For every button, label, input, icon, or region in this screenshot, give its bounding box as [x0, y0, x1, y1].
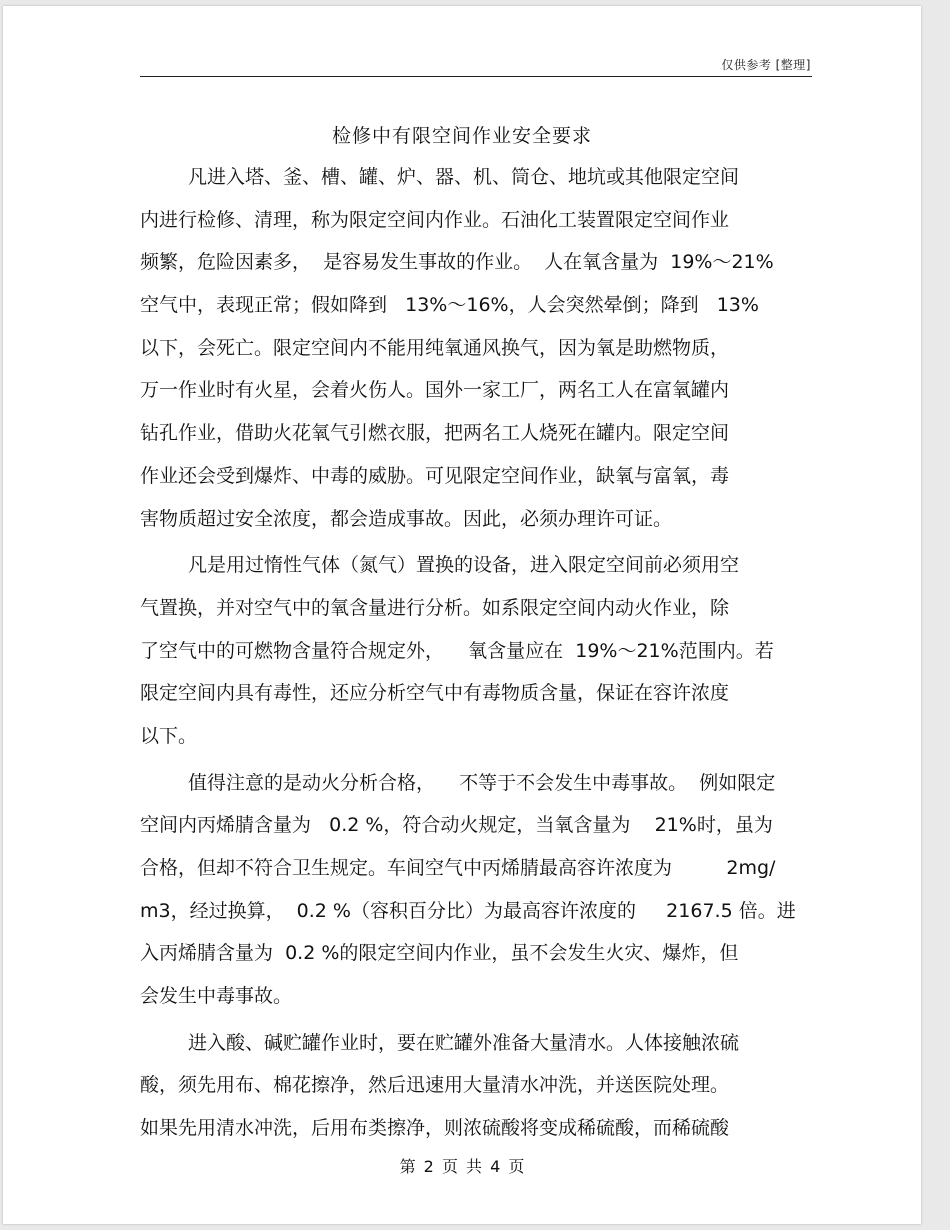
text-line: 以下。 [140, 724, 198, 747]
text-line: 会发生中毒事故。 [140, 985, 293, 1008]
page-number: 第 2 页 共 4 页 [399, 1157, 525, 1176]
header-note: 仅供参考 [整理] [721, 58, 811, 72]
text-line: 合格，但却不符合卫生规定。车间空气中丙烯腈最高容许浓度为 2mg/ [140, 857, 776, 879]
text-line: 害物质超过安全浓度，都会造成事故。因此，必须办理许可证。 [140, 507, 673, 530]
text-line: 内进行检修、清理，称为限定空间内作业。石油化工装置限定空间作业 [140, 208, 730, 231]
text-line: 凡进入塔、釜、槽、罐、炉、器、机、筒仓、地坑或其他限定空间 [188, 166, 740, 188]
text-line: 万一作业时有火星，会着火伤人。国外一家工厂，两名工人在富氧罐内 [140, 379, 730, 402]
text-line: 酸，须先用布、棉花擦净，然后迅速用大量清水冲洗，并送医院处理。 [140, 1074, 730, 1097]
document-page [3, 6, 921, 1224]
document-body [140, 156, 812, 1150]
text-line: 了空气中的可燃物含量符合规定外， 氧含量应在 19%～21%范围内。若 [140, 639, 774, 662]
text-line: 入丙烯腈含量为 0.2 %的限定空间内作业，虽不会发生火灾、爆炸，但 [140, 942, 739, 965]
text-line: 频繁，危险因素多， 是容易发生事故的作业。 人在氧含量为 19%～21% [140, 251, 774, 274]
text-line: 如果先用清水冲洗，后用布类擦净，则浓硫酸将变成稀硫酸，而稀硫酸 [140, 1117, 730, 1140]
text-line: 空间内丙烯腈含量为 0.2 %，符合动火规定，当氧含量为 21%时，虽为 [140, 814, 773, 837]
text-line: 限定空间内具有毒性，还应分析空气中有毒物质含量，保证在容许浓度 [140, 682, 730, 705]
header-divider [140, 76, 812, 77]
text-line: m3，经过换算， 0.2 %（容积百分比）为最高容许浓度的 2167.5 倍。进 [140, 899, 796, 922]
text-line: 钻孔作业，借助火花氧气引燃衣服，把两名工人烧死在罐内。限定空间 [140, 422, 730, 445]
text-line: 空气中，表现正常；假如降到 13%～16%，人会突然晕倒；降到 13% [140, 294, 759, 317]
text-line: 以下，会死亡。限定空间内不能用纯氧通风换气，因为氧是助燃物质， [140, 336, 730, 359]
text-line: 气置换，并对空气中的氧含量进行分析。如系限定空间内动火作业，除 [140, 596, 730, 619]
text-line: 凡是用过惰性气体（氮气）置换的设备，进入限定空间前必须用空 [188, 554, 740, 577]
text-line: 作业还会受到爆炸、中毒的威胁。可见限定空间作业，缺氧与富氧，毒 [140, 464, 730, 487]
text-line: 进入酸、碱贮罐作业时，要在贮罐外准备大量清水。人体接触浓硫 [188, 1031, 740, 1054]
document-title: 检修中有限空间作业安全要求 [331, 125, 592, 147]
text-line: 值得注意的是动火分析合格， 不等于不会发生中毒事故。 例如限定 [188, 771, 776, 794]
